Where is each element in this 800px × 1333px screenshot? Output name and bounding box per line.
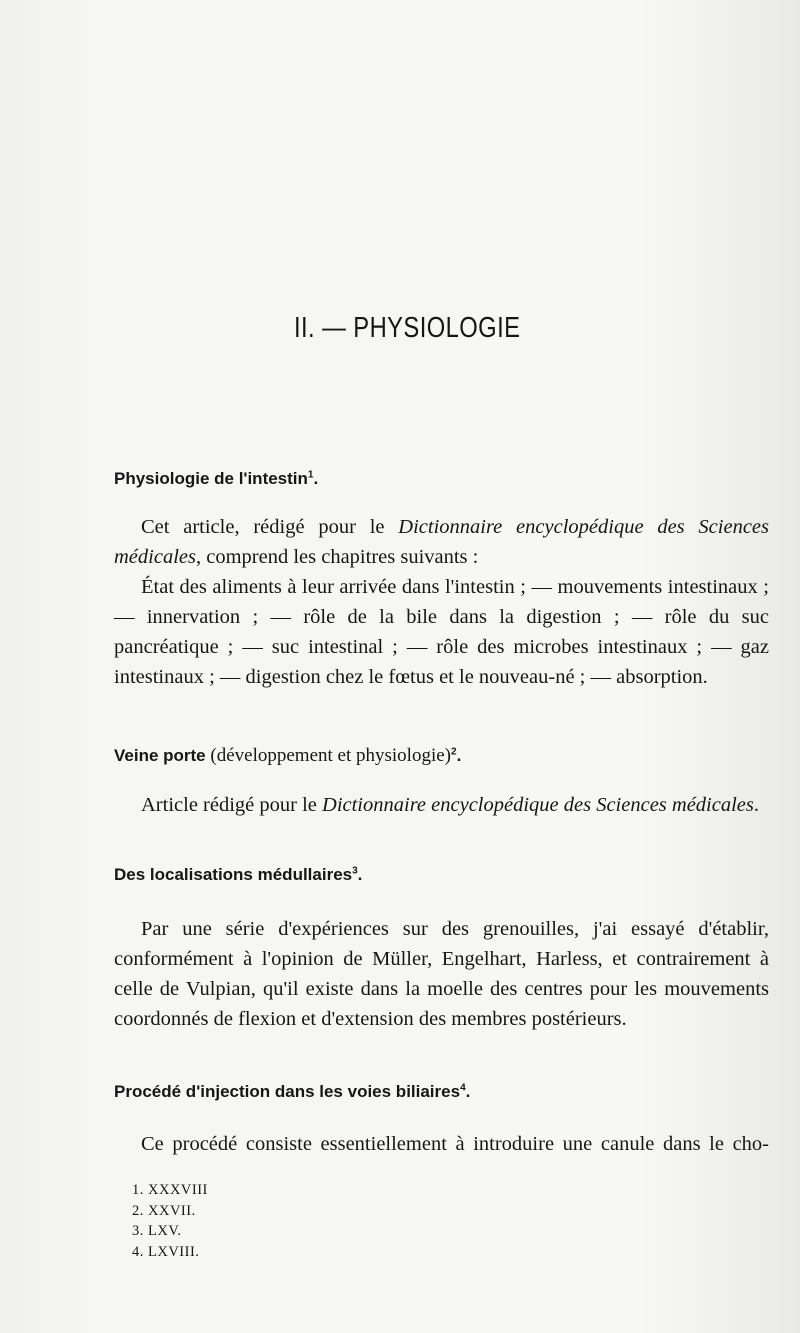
paragraph [114, 790, 769, 820]
heading-suffix: . [465, 1082, 471, 1101]
footnotes [132, 1180, 208, 1262]
section-heading [114, 468, 769, 490]
paragraph: Par une série d'expériences sur des grenouilles, j'ai essayé d'établir, conformément à l'opinion de Müller, Engelhart, Harless, et contrairement à celle de Vulpian, qu'il existe dans la moelle des centres pour les mouvements coordonnés de flexion et d'extension des membres postérieurs. [114, 918, 769, 1030]
chapter-title: II. — PHYSIOLOGIE [294, 312, 521, 344]
footnote: 2. XXVII. [132, 1202, 196, 1219]
section-heading [114, 864, 769, 886]
paragraph-text: , comprend les chapitres suivants : [195, 546, 479, 568]
paragraph-text: . [753, 794, 759, 816]
footnote-ref: 4 [460, 1082, 466, 1094]
footnote-ref: 1 [307, 469, 314, 481]
paragraph: État des aliments à leur arrivée dans l'intestin ; — mouvements intestinaux ; — innervation ; — rôle de la bile dans la digestion ; — rôle du suc pancréatique ; — suc intestinal ; — rôle des microbes intestinaux ; — gaz intestinaux ; — digestion chez le fœtus et le nouveau-né ; — absorption. [114, 576, 769, 688]
footnote-ref: 2 [451, 746, 457, 758]
heading-text: Physiologie de l'intestin [114, 469, 308, 488]
section-heading [114, 1081, 769, 1103]
section-heading [114, 745, 769, 767]
paragraph-text: Cet article, rédigé pour le [141, 516, 399, 538]
paragraph: Ce procédé consiste essentiellement à introduire une canule dans le cho- [141, 1133, 769, 1155]
footnote: 3. LXV. [132, 1223, 182, 1239]
section-injection-voies-biliaires [114, 1081, 769, 1159]
section-physiologie-intestin [114, 468, 769, 692]
footnote: 4. LXVIII. [132, 1243, 200, 1260]
heading-text: Procédé d'injection dans les voies biliaires [114, 1082, 461, 1101]
paragraph [114, 512, 769, 572]
footnote: 1. XXXVIII [132, 1182, 208, 1198]
paragraph-text: Article rédigé pour le [141, 794, 323, 816]
heading-text: Des localisations médullaires [114, 865, 353, 884]
paragraph-italic-title: Dictionnaire encyclopédique des Sciences médicales [114, 516, 769, 568]
heading-suffix: . [357, 865, 363, 884]
heading-suffix: . [456, 746, 462, 765]
section-localisations-medullaires [114, 864, 769, 1034]
paragraph-italic-title: Dictionnaire encyclopédique des Sciences médicales [322, 794, 754, 816]
footnote-ref: 3 [352, 865, 358, 877]
heading-suffix: . [313, 469, 319, 488]
heading-plain-text: (développement et physiologie) [205, 745, 451, 766]
heading-text: Veine porte [114, 746, 206, 765]
section-veine-porte [114, 745, 769, 820]
